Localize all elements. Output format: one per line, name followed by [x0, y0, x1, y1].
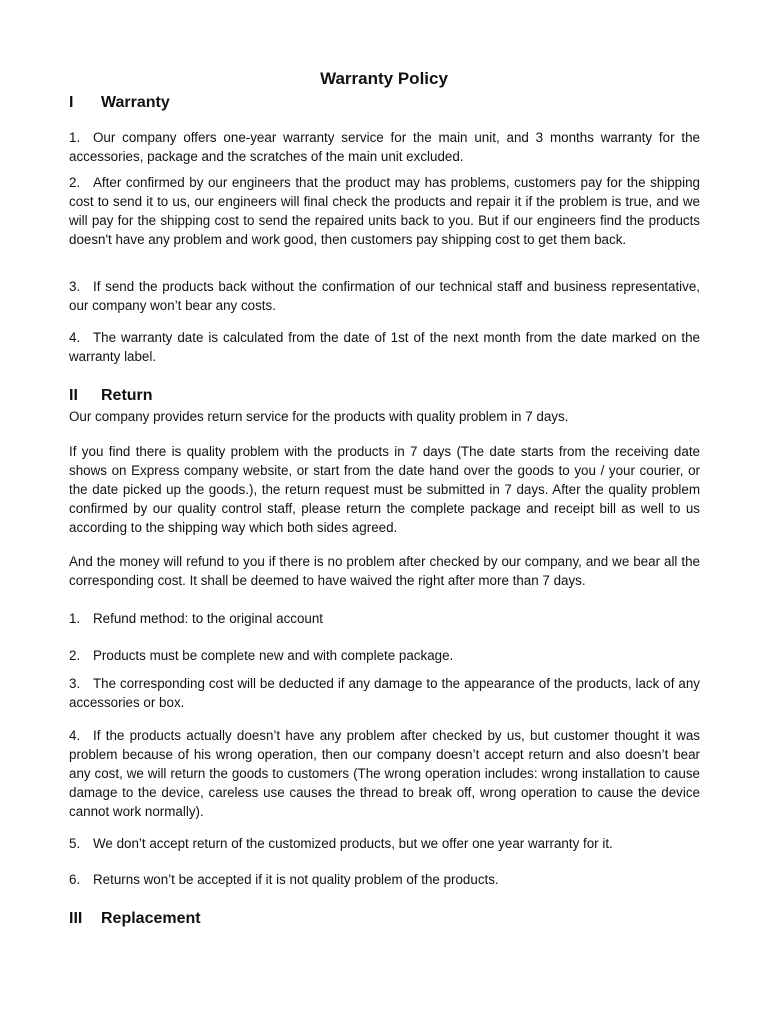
section-title: Replacement [101, 910, 201, 927]
clause-number: 3. [69, 279, 81, 294]
section-numeral: III [69, 910, 83, 927]
return-clause-4 [69, 726, 700, 821]
section-numeral: I [69, 94, 74, 111]
return-clause-3 [69, 674, 700, 712]
section-heading-return [69, 386, 700, 406]
return-clause-6 [69, 870, 700, 889]
clause-number: 1. [69, 611, 81, 626]
clause-number: 4. [69, 330, 81, 345]
section-heading-warranty [69, 93, 700, 113]
clause-text: Our company offers one-year warranty service for the main unit, and 3 months warranty for the accessories, package and the scratches of the main unit excluded. [69, 130, 700, 164]
return-clause-2 [69, 646, 700, 665]
clause-text: If send the products back without the confirmation of our technical staff and business representative, our company won’t bear any costs. [69, 279, 700, 313]
warranty-clause-2 [69, 173, 700, 249]
warranty-clause-1 [69, 128, 700, 166]
clause-text: The corresponding cost will be deducted if any damage to the appearance of the products, lack of any accessories or box. [69, 676, 700, 710]
section-title: Return [101, 387, 153, 404]
return-intro-3: And the money will refund to you if there is no problem after checked by our company, and we bear all the corresponding cost. It shall be deemed to have waived the right after more than 7 days. [69, 554, 700, 588]
clause-number: 5. [69, 836, 81, 851]
clause-number: 3. [69, 676, 81, 691]
section-heading-replacement [69, 909, 700, 929]
clause-text: The warranty date is calculated from the date of 1st of the next month from the date marked on the warranty label. [69, 330, 700, 364]
clause-number: 4. [69, 728, 81, 743]
clause-number: 2. [69, 648, 81, 663]
return-clause-1 [69, 609, 700, 628]
clause-text: Refund method: to the original account [93, 611, 324, 626]
clause-number: 2. [69, 175, 81, 190]
section-numeral: II [69, 387, 78, 404]
clause-text: We don’t accept return of the customized products, but we offer one year warranty for it. [93, 836, 613, 851]
clause-number: 1. [69, 130, 81, 145]
page-title: Warranty Policy [320, 69, 448, 88]
clause-number: 6. [69, 872, 81, 887]
section-title: Warranty [101, 94, 170, 111]
return-clause-5 [69, 834, 700, 853]
clause-text: If the products actually doesn’t have any problem after checked by us, but customer thought it was problem because of his wrong operation, then our company doesn’t accept return and also doesn’t bear any cost, we will return the goods to customers (The wrong operation includes: wrong installation to cause damage to the device, careless use causes the thread to break off, wrong operation to cause the device cannot work normally). [69, 728, 700, 819]
warranty-clause-3 [69, 277, 700, 315]
clause-text: Returns won’t be accepted if it is not quality problem of the products. [93, 872, 499, 887]
clause-text: Products must be complete new and with complete package. [93, 648, 454, 663]
return-intro-2: If you find there is quality problem with the products in 7 days (The date starts from the receiving date shows on Express company website, or start from the date hand over the goods to you / your courier, or the date picked up the goods.), the return request must be submitted in 7 days. After the quality problem confirmed by our quality control staff, please return the complete package and receipt bill as well to us according to the shipping way which both sides agreed. [69, 444, 700, 535]
clause-text: After confirmed by our engineers that the product may has problems, customers pay for the shipping cost to send it to us, our engineers will final check the products and repair it if the problem is true, and we will pay for the shipping cost to send the repaired units back to you. But if our engineers find the products doesn't have any problem and work good, then customers pay shipping cost to get them back. [69, 175, 700, 247]
warranty-clause-4 [69, 328, 700, 366]
return-intro-1: Our company provides return service for the products with quality problem in 7 days. [69, 409, 569, 424]
